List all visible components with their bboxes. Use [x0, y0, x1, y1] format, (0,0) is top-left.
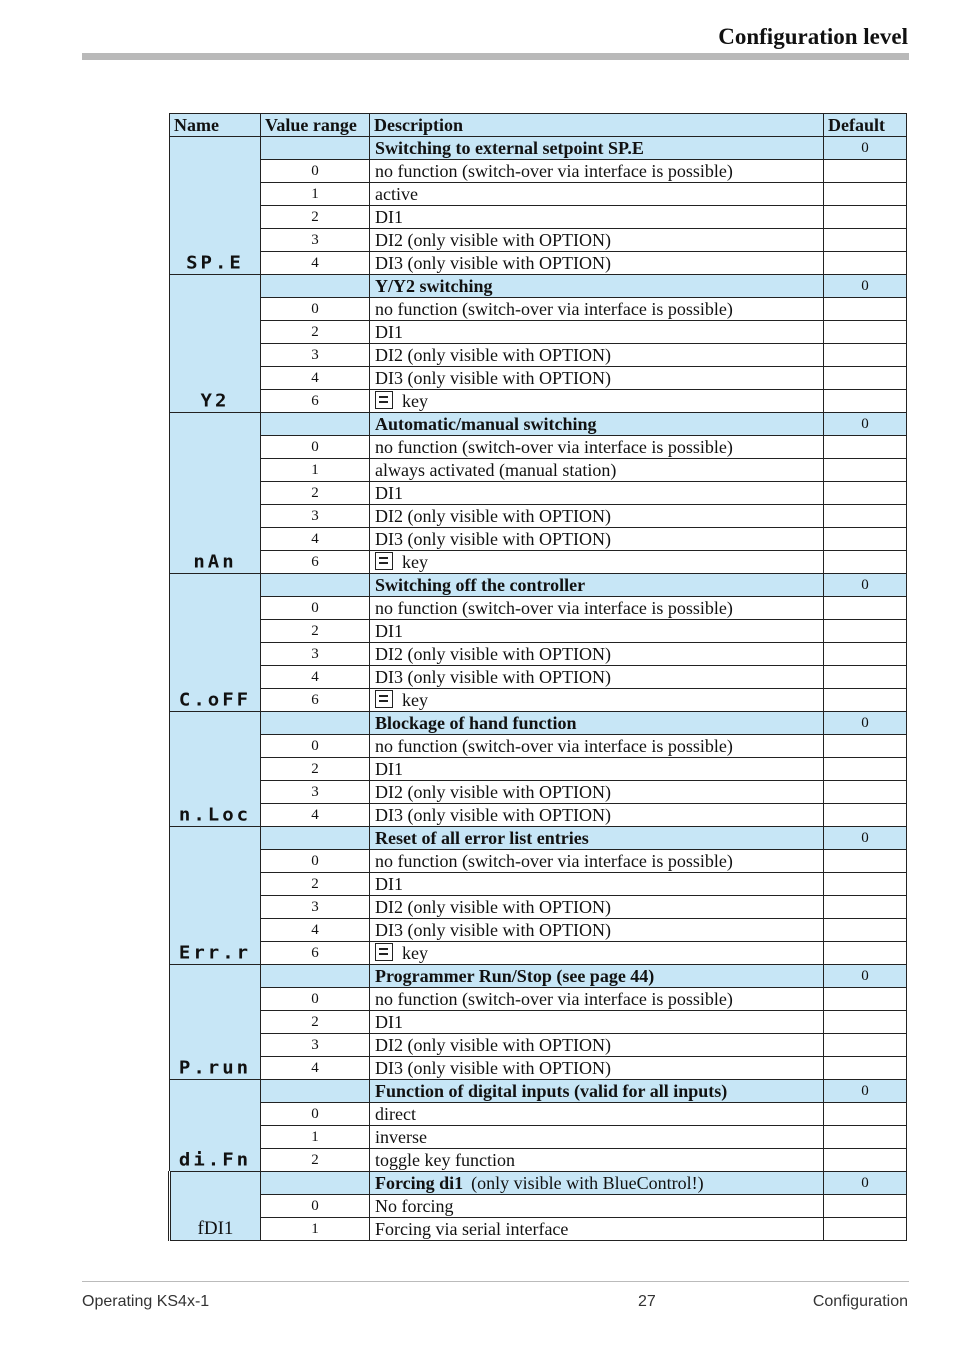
table-row	[170, 1057, 907, 1080]
default-cell	[824, 873, 907, 896]
column-header: Default	[824, 114, 907, 137]
value-cell: 1	[261, 183, 370, 206]
parameter-title-cell	[370, 1172, 824, 1195]
parameter-title-cell	[370, 137, 824, 160]
parameter-header-row	[170, 1172, 907, 1195]
table-row	[170, 1149, 907, 1172]
description-cell	[370, 942, 824, 965]
description-text: key	[402, 391, 428, 411]
description-cell	[370, 1218, 824, 1241]
description-cell	[370, 896, 824, 919]
default-cell	[824, 367, 907, 390]
description-text: DI2 (only visible with OPTION)	[375, 345, 611, 365]
default-cell	[824, 551, 907, 574]
parameter-title-cell	[370, 275, 824, 298]
value-cell: 6	[261, 942, 370, 965]
value-cell: 4	[261, 804, 370, 827]
description-cell	[370, 597, 824, 620]
default-value: 0	[824, 827, 907, 850]
selector-key-icon	[375, 943, 393, 961]
description-text: DI3 (only visible with OPTION)	[375, 667, 611, 687]
description-text: DI1	[375, 483, 403, 503]
description-text: No forcing	[375, 1196, 454, 1216]
description-cell	[370, 436, 824, 459]
table-row	[170, 160, 907, 183]
parameter-header-row	[170, 965, 907, 988]
default-cell	[824, 1057, 907, 1080]
parameter-name-cell	[170, 827, 261, 965]
description-cell	[370, 666, 824, 689]
description-cell	[370, 229, 824, 252]
parameter-title: Function of digital inputs (valid for all inputs)	[375, 1081, 728, 1101]
default-cell	[824, 1034, 907, 1057]
value-cell: 0	[261, 735, 370, 758]
value-cell: 6	[261, 551, 370, 574]
table-row	[170, 873, 907, 896]
table-row	[170, 298, 907, 321]
table-row	[170, 643, 907, 666]
table-row	[170, 689, 907, 712]
value-cell: 3	[261, 781, 370, 804]
parameter-title-cell	[370, 827, 824, 850]
value-range-cell	[261, 827, 370, 850]
value-cell: 1	[261, 1218, 370, 1241]
description-text: DI3 (only visible with OPTION)	[375, 253, 611, 273]
parameter-header-row	[170, 1080, 907, 1103]
table-row	[170, 620, 907, 643]
parameter-title: Blockage of hand function	[375, 713, 577, 733]
table-row	[170, 919, 907, 942]
value-range-cell	[261, 1080, 370, 1103]
default-cell	[824, 919, 907, 942]
default-cell	[824, 1126, 907, 1149]
default-cell	[824, 620, 907, 643]
table-row	[170, 735, 907, 758]
parameter-title-cell	[370, 965, 824, 988]
default-cell	[824, 436, 907, 459]
table-row	[170, 804, 907, 827]
table-row	[170, 666, 907, 689]
default-cell	[824, 1149, 907, 1172]
description-text: DI2 (only visible with OPTION)	[375, 506, 611, 526]
default-cell	[824, 1011, 907, 1034]
parameter-name: n.Loc	[178, 804, 252, 826]
description-text: DI1	[375, 322, 403, 342]
value-cell: 3	[261, 896, 370, 919]
value-range-cell	[261, 712, 370, 735]
table-row	[170, 988, 907, 1011]
default-cell	[824, 1195, 907, 1218]
description-cell	[370, 1195, 824, 1218]
parameter-title-cell	[370, 413, 824, 436]
default-cell	[824, 252, 907, 275]
footer-page-number: 27	[638, 1293, 656, 1310]
parameter-header-row	[170, 413, 907, 436]
description-text: DI2 (only visible with OPTION)	[375, 1035, 611, 1055]
description-text: DI3 (only visible with OPTION)	[375, 805, 611, 825]
description-text: no function (switch-over via interface is possible)	[375, 598, 733, 618]
table-row	[170, 1011, 907, 1034]
description-cell	[370, 459, 824, 482]
description-text: key	[402, 552, 428, 572]
description-text: key	[402, 943, 428, 963]
parameter-name-cell	[170, 1172, 261, 1241]
default-cell	[824, 666, 907, 689]
table-row	[170, 758, 907, 781]
default-cell	[824, 390, 907, 413]
default-value: 0	[824, 275, 907, 298]
default-cell	[824, 942, 907, 965]
description-cell	[370, 873, 824, 896]
description-text: no function (switch-over via interface is possible)	[375, 736, 733, 756]
description-text: toggle key function	[375, 1150, 515, 1170]
description-cell	[370, 528, 824, 551]
column-header: Name	[170, 114, 261, 137]
description-cell	[370, 1011, 824, 1034]
description-cell	[370, 919, 824, 942]
value-cell: 2	[261, 1011, 370, 1034]
description-cell	[370, 620, 824, 643]
description-cell	[370, 758, 824, 781]
value-cell: 4	[261, 367, 370, 390]
parameter-title: Switching off the controller	[375, 575, 586, 595]
default-cell	[824, 988, 907, 1011]
description-text: no function (switch-over via interface is possible)	[375, 989, 733, 1009]
description-cell	[370, 344, 824, 367]
value-cell: 0	[261, 988, 370, 1011]
description-cell	[370, 850, 824, 873]
default-cell	[824, 229, 907, 252]
default-cell	[824, 896, 907, 919]
parameter-title-note: (only visible with BlueControl!)	[471, 1173, 704, 1193]
description-cell	[370, 482, 824, 505]
table-row	[170, 183, 907, 206]
parameter-header-row	[170, 137, 907, 160]
parameter-title: Switching to external setpoint SP.E	[375, 138, 644, 158]
table-row	[170, 459, 907, 482]
description-cell	[370, 1034, 824, 1057]
footer-section: Configuration	[812, 1293, 908, 1310]
table-row	[170, 436, 907, 459]
table-row	[170, 551, 907, 574]
table-row	[170, 1218, 907, 1241]
parameter-title: Programmer Run/Stop (see page 44)	[375, 966, 655, 986]
table-row	[170, 942, 907, 965]
table-row	[170, 321, 907, 344]
value-cell: 1	[261, 1126, 370, 1149]
value-cell: 3	[261, 1034, 370, 1057]
column-header: Value range	[261, 114, 370, 137]
parameter-title: Forcing di1	[375, 1173, 464, 1193]
description-text: no function (switch-over via interface is possible)	[375, 161, 733, 181]
value-cell: 2	[261, 321, 370, 344]
value-cell: 0	[261, 436, 370, 459]
default-cell	[824, 850, 907, 873]
description-text: DI3 (only visible with OPTION)	[375, 1058, 611, 1078]
description-text: DI1	[375, 207, 403, 227]
default-cell	[824, 482, 907, 505]
value-cell: 2	[261, 758, 370, 781]
default-cell	[824, 804, 907, 827]
table-body	[170, 137, 907, 1241]
default-cell	[824, 735, 907, 758]
table-row	[170, 252, 907, 275]
description-text: DI2 (only visible with OPTION)	[375, 230, 611, 250]
parameter-name-cell	[170, 965, 261, 1080]
default-cell	[824, 758, 907, 781]
value-cell: 6	[261, 689, 370, 712]
parameter-name-cell	[170, 413, 261, 574]
description-cell	[370, 781, 824, 804]
default-cell	[824, 1218, 907, 1241]
value-cell: 2	[261, 482, 370, 505]
default-cell	[824, 1103, 907, 1126]
description-text: DI2 (only visible with OPTION)	[375, 782, 611, 802]
footer-rule	[82, 1281, 909, 1282]
parameter-name-cell	[170, 137, 261, 275]
default-cell	[824, 344, 907, 367]
value-range-cell	[261, 413, 370, 436]
parameter-name: Y2	[200, 390, 230, 412]
default-value: 0	[824, 574, 907, 597]
description-cell	[370, 643, 824, 666]
description-text: direct	[375, 1104, 416, 1124]
description-cell	[370, 390, 824, 413]
parameter-header-row	[170, 827, 907, 850]
default-value: 0	[824, 413, 907, 436]
default-cell	[824, 160, 907, 183]
default-cell	[824, 643, 907, 666]
description-text: no function (switch-over via interface is possible)	[375, 851, 733, 871]
description-cell	[370, 1103, 824, 1126]
parameter-name: fDI1	[197, 1218, 234, 1239]
parameter-table	[168, 113, 907, 1241]
table-row	[170, 1195, 907, 1218]
value-range-cell	[261, 275, 370, 298]
description-cell	[370, 160, 824, 183]
description-text: DI1	[375, 759, 403, 779]
parameter-name: C.oFF	[178, 689, 252, 711]
parameter-header-row	[170, 275, 907, 298]
description-cell	[370, 1149, 824, 1172]
default-value: 0	[824, 712, 907, 735]
default-cell	[824, 183, 907, 206]
description-cell	[370, 367, 824, 390]
value-cell: 0	[261, 850, 370, 873]
default-cell	[824, 781, 907, 804]
value-cell: 2	[261, 873, 370, 896]
table-row	[170, 597, 907, 620]
table-row	[170, 528, 907, 551]
value-cell: 3	[261, 229, 370, 252]
parameter-name: SP.E	[186, 252, 244, 274]
value-cell: 3	[261, 344, 370, 367]
table-row	[170, 367, 907, 390]
default-cell	[824, 528, 907, 551]
parameter-header-row	[170, 574, 907, 597]
value-cell: 4	[261, 528, 370, 551]
parameter-name-cell	[170, 275, 261, 413]
value-range-cell	[261, 1172, 370, 1195]
description-cell	[370, 1126, 824, 1149]
table-row	[170, 1034, 907, 1057]
selector-key-icon	[375, 690, 393, 708]
table-row	[170, 505, 907, 528]
default-value: 0	[824, 1172, 907, 1195]
description-cell	[370, 1057, 824, 1080]
description-text: DI1	[375, 621, 403, 641]
description-text: active	[375, 184, 418, 204]
value-cell: 3	[261, 643, 370, 666]
value-range-cell	[261, 574, 370, 597]
table-header-row	[170, 114, 907, 137]
description-text: DI3 (only visible with OPTION)	[375, 920, 611, 940]
description-text: key	[402, 690, 428, 710]
default-cell	[824, 597, 907, 620]
description-cell	[370, 551, 824, 574]
description-cell	[370, 505, 824, 528]
page-title: Configuration level	[718, 24, 908, 49]
value-cell: 6	[261, 390, 370, 413]
description-cell	[370, 689, 824, 712]
table-row	[170, 1103, 907, 1126]
table-row	[170, 229, 907, 252]
description-text: DI1	[375, 1012, 403, 1032]
description-cell	[370, 321, 824, 344]
default-cell	[824, 321, 907, 344]
value-cell: 2	[261, 620, 370, 643]
default-cell	[824, 689, 907, 712]
parameter-name-cell	[170, 574, 261, 712]
table-row	[170, 850, 907, 873]
description-text: DI2 (only visible with OPTION)	[375, 644, 611, 664]
default-cell	[824, 298, 907, 321]
description-cell	[370, 988, 824, 1011]
table-row	[170, 390, 907, 413]
footer-document-title: Operating KS4x-1	[82, 1293, 210, 1310]
table-row	[170, 482, 907, 505]
value-cell: 3	[261, 505, 370, 528]
parameter-title: Automatic/manual switching	[375, 414, 597, 434]
description-text: no function (switch-over via interface is possible)	[375, 299, 733, 319]
default-value: 0	[824, 1080, 907, 1103]
parameter-name: Err.r	[178, 942, 252, 964]
description-cell	[370, 252, 824, 275]
description-cell	[370, 206, 824, 229]
description-text: no function (switch-over via interface is possible)	[375, 437, 733, 457]
description-text: DI2 (only visible with OPTION)	[375, 897, 611, 917]
parameter-name: nAn	[193, 551, 237, 573]
value-range-cell	[261, 137, 370, 160]
value-cell: 2	[261, 1149, 370, 1172]
value-cell: 1	[261, 459, 370, 482]
value-cell: 0	[261, 298, 370, 321]
description-text: always activated (manual station)	[375, 460, 617, 480]
value-range-cell	[261, 965, 370, 988]
table-row	[170, 206, 907, 229]
value-cell: 0	[261, 1195, 370, 1218]
parameter-title: Y/Y2 switching	[375, 276, 493, 296]
description-text: DI3 (only visible with OPTION)	[375, 368, 611, 388]
default-cell	[824, 505, 907, 528]
value-cell: 2	[261, 206, 370, 229]
description-text: DI1	[375, 874, 403, 894]
default-cell	[824, 206, 907, 229]
selector-key-icon	[375, 552, 393, 570]
header-rule	[82, 53, 909, 60]
parameter-name: P.run	[178, 1057, 252, 1079]
value-cell: 4	[261, 252, 370, 275]
parameter-title: Reset of all error list entries	[375, 828, 589, 848]
value-cell: 4	[261, 1057, 370, 1080]
description-text: Forcing via serial interface	[375, 1219, 569, 1239]
parameter-header-row	[170, 712, 907, 735]
table-row	[170, 781, 907, 804]
description-cell	[370, 183, 824, 206]
parameter-title-cell	[370, 1080, 824, 1103]
value-cell: 0	[261, 1103, 370, 1126]
selector-key-icon	[375, 391, 393, 409]
description-cell	[370, 804, 824, 827]
default-value: 0	[824, 137, 907, 160]
parameter-name-cell	[170, 1080, 261, 1172]
parameter-name: di.Fn	[178, 1149, 252, 1171]
description-cell	[370, 735, 824, 758]
description-text: DI3 (only visible with OPTION)	[375, 529, 611, 549]
parameter-title-cell	[370, 712, 824, 735]
parameter-title-cell	[370, 574, 824, 597]
value-cell: 4	[261, 919, 370, 942]
value-cell: 4	[261, 666, 370, 689]
description-cell	[370, 298, 824, 321]
parameter-name-cell	[170, 712, 261, 827]
table-row	[170, 896, 907, 919]
default-cell	[824, 459, 907, 482]
value-cell: 0	[261, 160, 370, 183]
default-value: 0	[824, 965, 907, 988]
column-header: Description	[370, 114, 824, 137]
description-text: inverse	[375, 1127, 427, 1147]
table-row	[170, 1126, 907, 1149]
value-cell: 0	[261, 597, 370, 620]
table-row	[170, 344, 907, 367]
